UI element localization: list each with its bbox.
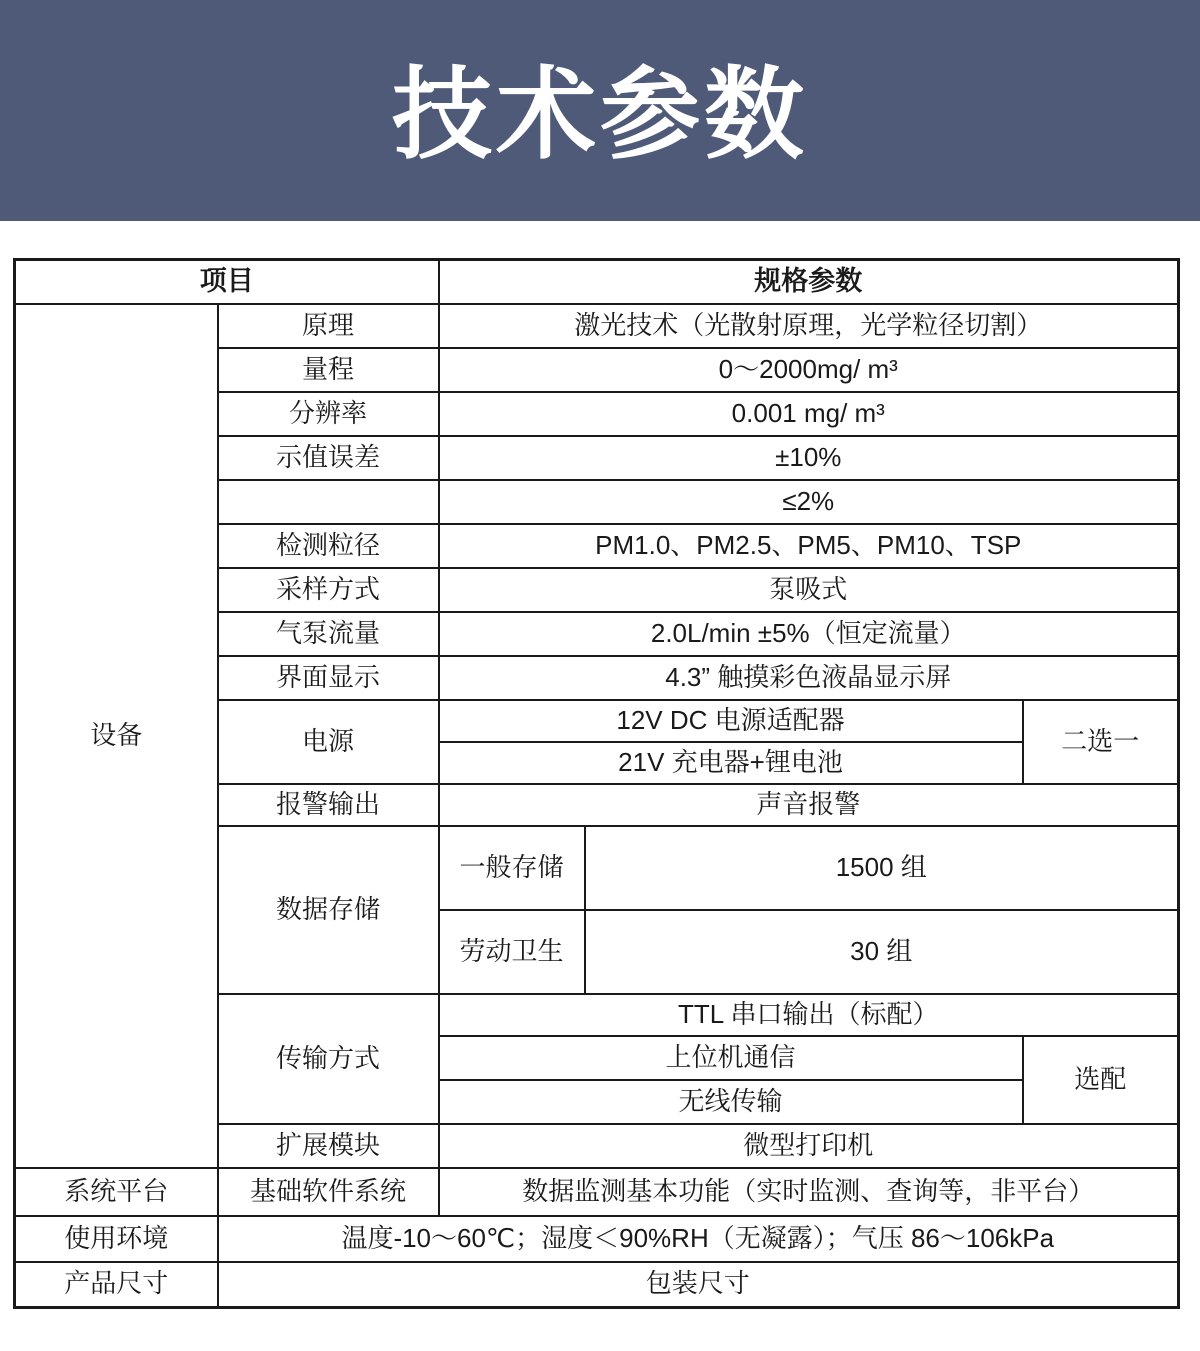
- group-device: 设备: [15, 304, 218, 1168]
- row-dimensions-label: 产品尺寸: [15, 1262, 218, 1308]
- group-platform: 系统平台: [15, 1168, 218, 1216]
- row-power-option1-value: 12V DC 电源适配器: [439, 700, 1023, 742]
- header-spec: 规格参数: [439, 260, 1179, 304]
- row-principle-value: 激光技术（光散射原理，光学粒径切割）: [439, 304, 1179, 348]
- row-transmission-label: 传输方式: [218, 994, 439, 1124]
- row-transmission-note: 选配: [1023, 1036, 1179, 1124]
- row-environment: [15, 1216, 1179, 1262]
- row-sampling-label: 采样方式: [218, 568, 439, 612]
- row-expansion-value: 微型打印机: [439, 1124, 1179, 1168]
- row-particle-sizes-label: 检测粒径: [218, 524, 439, 568]
- row-environment-label: 使用环境: [15, 1216, 218, 1262]
- table-header-row: [15, 260, 1179, 304]
- row-principle-label: 原理: [218, 304, 439, 348]
- row-indication-error-value: ±10%: [439, 436, 1179, 480]
- row-resolution-value: 0.001 mg/ m³: [439, 392, 1179, 436]
- row-pump-flow-label: 气泵流量: [218, 612, 439, 656]
- row-storage-hygiene-value: 30 组: [585, 910, 1179, 994]
- row-range-value: 0～2000mg/ m³: [439, 348, 1179, 392]
- row-storage-label: 数据存储: [218, 826, 439, 994]
- row-dimensions-value: 包装尺寸: [218, 1262, 1179, 1308]
- row-repeatability-label-empty: [218, 480, 439, 524]
- header-item: 项目: [15, 260, 439, 304]
- row-sampling-value: 泵吸式: [439, 568, 1179, 612]
- row-pump-flow-value: 2.0L/min ±5%（恒定流量）: [439, 612, 1179, 656]
- spec-table: [13, 258, 1180, 1309]
- row-expansion-label: 扩展模块: [218, 1124, 439, 1168]
- row-power-option2-value: 21V 充电器+锂电池: [439, 742, 1023, 784]
- row-transmission-wireless-value: 无线传输: [439, 1080, 1023, 1124]
- row-power-note: 二选一: [1023, 700, 1179, 784]
- row-dimensions: [15, 1262, 1179, 1308]
- row-platform: [15, 1168, 1179, 1216]
- row-storage-general-label: 一般存储: [439, 826, 585, 910]
- row-range-label: 量程: [218, 348, 439, 392]
- row-display-label: 界面显示: [218, 656, 439, 700]
- row-environment-value: 温度-10～60℃；湿度＜90%RH（无凝露）；气压 86～106kPa: [218, 1216, 1179, 1262]
- row-alarm-label: 报警输出: [218, 784, 439, 826]
- row-resolution-label: 分辨率: [218, 392, 439, 436]
- page-title: 技术参数: [392, 58, 808, 171]
- row-storage-hygiene-label: 劳动卫生: [439, 910, 585, 994]
- row-power-label: 电源: [218, 700, 439, 784]
- row-platform-value: 数据监测基本功能（实时监测、查询等，非平台）: [439, 1168, 1179, 1216]
- row-principle: [15, 304, 1179, 348]
- row-display-value: 4.3” 触摸彩色液晶显示屏: [439, 656, 1179, 700]
- row-storage-general-value: 1500 组: [585, 826, 1179, 910]
- row-indication-error-label: 示值误差: [218, 436, 439, 480]
- row-alarm-value: 声音报警: [439, 784, 1179, 826]
- row-particle-sizes-value: PM1.0、PM2.5、PM5、PM10、TSP: [439, 524, 1179, 568]
- row-repeatability-value: ≤2%: [439, 480, 1179, 524]
- title-banner: [0, 0, 1200, 221]
- row-platform-label: 基础软件系统: [218, 1168, 439, 1216]
- row-transmission-standard-value: TTL 串口输出（标配）: [439, 994, 1179, 1036]
- row-transmission-host-value: 上位机通信: [439, 1036, 1023, 1080]
